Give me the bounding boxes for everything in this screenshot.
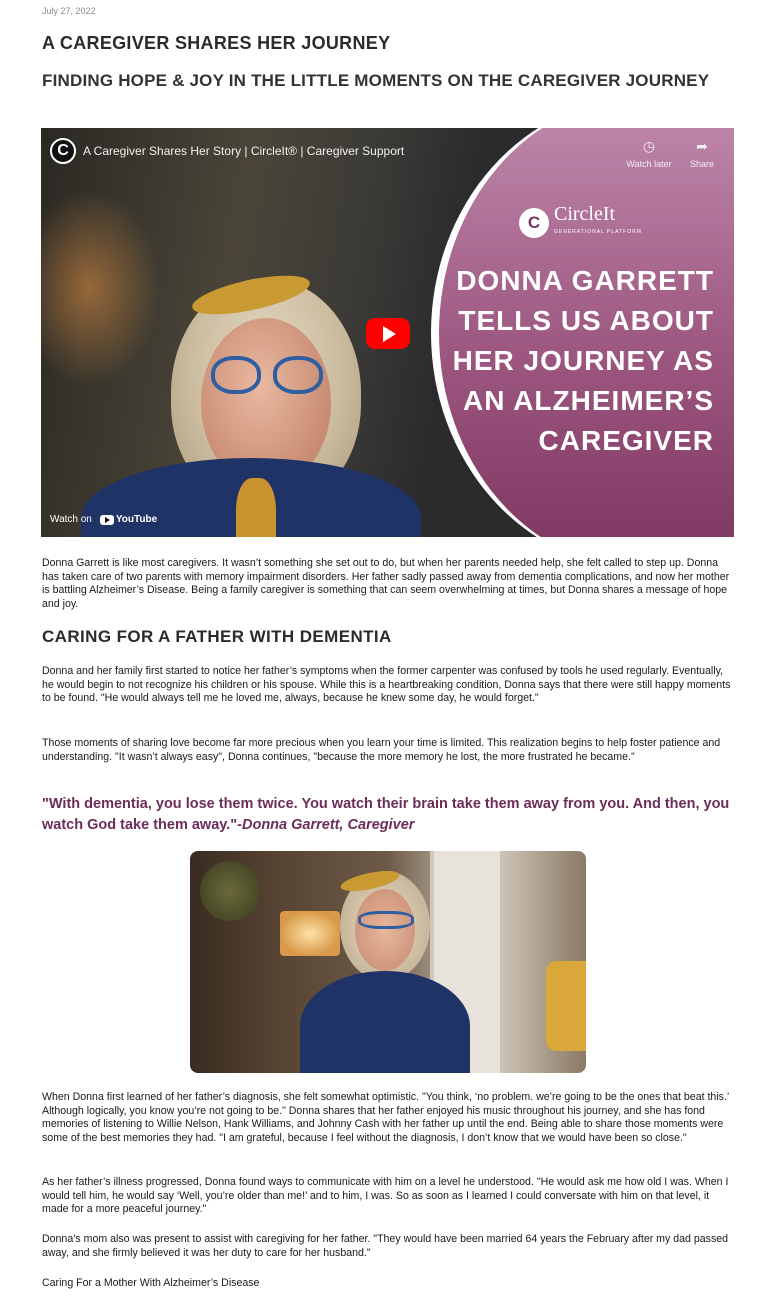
- play-button[interactable]: [366, 318, 410, 349]
- circleit-brand-sub: GENERATIONAL PLATFORM: [554, 229, 642, 235]
- pull-quote: [42, 794, 742, 836]
- photo-lamp: [280, 911, 340, 956]
- overlay-line: CAREGIVER: [538, 425, 714, 456]
- channel-avatar[interactable]: C: [50, 138, 76, 164]
- overlay-line: HER JOURNEY AS: [452, 345, 714, 376]
- photo-person-cardigan: [300, 971, 470, 1073]
- overlay-line: DONNA GARRETT: [456, 265, 714, 296]
- circleit-brand: CircleIt: [554, 203, 616, 225]
- article-date: July 27, 2022: [42, 6, 96, 16]
- quote-attribution: -Donna Garrett, Caregiver: [237, 817, 415, 833]
- video-overlay-text: [414, 261, 714, 461]
- subsection-label: Caring For a Mother With Alzheimer’s Disease: [42, 1277, 260, 1289]
- video-lamp-glow: [41, 188, 161, 388]
- photo-plant: [200, 861, 260, 921]
- caregiver-photo: [190, 851, 586, 1073]
- watch-later-button[interactable]: [619, 138, 679, 169]
- section-heading: CARING FOR A FATHER WITH DEMENTIA: [42, 627, 392, 646]
- youtube-wordmark: YouTube: [115, 514, 158, 525]
- watch-on-youtube-link[interactable]: [50, 514, 157, 525]
- overlay-line: TELLS US ABOUT: [458, 305, 714, 336]
- intro-paragraph: Donna Garrett is like most caregivers. It wasn’t something she set out to do, but when her parents needed help, she felt called to step up. Donna has taken care of two parents with memory impairment disorders. Her father sadly passed away from dementia complications, and now her mother is battling Alzheimer’s Disease. Being a family caregiver is something that can seem overwhelming at times, but Donna shares a message of hope and joy.: [42, 557, 730, 610]
- paragraph: When Donna first learned of her father’s diagnosis, she felt somewhat optimistic. "You think, ‘no problem. we’re going to be the ones that beat this.’ Although logically, you know you’re not going to be." Donna shares that her father enjoyed his music throughout his journey, and she has fond memories of listening to Willie Nelson, Hank Williams, and Johnny Cash with her father up until the end. Being able to share those moments were some of the best memories they had. "I am grateful, because I feel without the diagnosis, I don’t know that we would have been so close.": [42, 1091, 729, 1144]
- youtube-play-icon: [100, 515, 114, 525]
- share-label: Share: [689, 159, 715, 169]
- video-person-shirt: [236, 478, 276, 537]
- photo-pillow: [546, 961, 586, 1051]
- paragraph: Donna and her family first started to notice her father’s symptoms when the former carpenter was confused by tools he used regularly. Eventually, he would begin to not recognize his children or his spouse. While this is a heartbreaking condition, Donna says that there were still happy moments to be found. "He would always tell me he loved me, always, because he knew some day, he would forget.": [42, 665, 731, 705]
- paragraph: Those moments of sharing love become far more precious when you learn your time is limited. This realization begins to help foster patience and understanding. "It wasn’t always easy", Donna continues, "because the more memory he lost, the more frustrated he became.": [42, 737, 721, 763]
- page-title: A CAREGIVER SHARES HER JOURNEY: [42, 33, 391, 53]
- paragraph: As her father’s illness progressed, Donna found ways to communicate with him on a level he understood. "He would ask me how old I was. When I would tell him, he would say ‘Well, you’re older than me!’ and to him, I was. So as soon as I learned I could conversate with him on that level, it made for a more peaceful journey.": [42, 1176, 729, 1216]
- paragraph: Donna’s mom also was present to assist with caregiving for her father. "They would have been married 64 years the February after my dad passed away, and she firmly believed it was her duty to care for her husband.": [42, 1233, 729, 1259]
- watch-later-label: Watch later: [626, 159, 672, 169]
- video-title-link[interactable]: A Caregiver Shares Her Story | CircleIt® | Caregiver Support: [83, 144, 405, 158]
- share-button[interactable]: [672, 138, 732, 169]
- video-person-glasses: [211, 356, 323, 394]
- page-subtitle: FINDING HOPE & JOY IN THE LITTLE MOMENTS ON THE CAREGIVER JOURNEY: [42, 71, 710, 90]
- quote-text: "With dementia, you lose them twice. You watch their brain take them away from you. And then, you watch God take them away.": [42, 796, 730, 833]
- circleit-c-icon: C: [519, 208, 549, 238]
- play-icon: [383, 326, 396, 342]
- clock-icon: ◷: [642, 138, 656, 154]
- youtube-logo: [100, 514, 157, 525]
- circleit-logo: [519, 203, 642, 240]
- overlay-line: AN ALZHEIMER’S: [463, 385, 714, 416]
- photo-person-glasses: [358, 911, 414, 929]
- youtube-video-player[interactable]: [41, 128, 734, 537]
- share-arrow-icon: ➦: [696, 138, 708, 154]
- photo-person-face: [355, 889, 415, 971]
- watch-on-label: Watch on: [50, 514, 92, 525]
